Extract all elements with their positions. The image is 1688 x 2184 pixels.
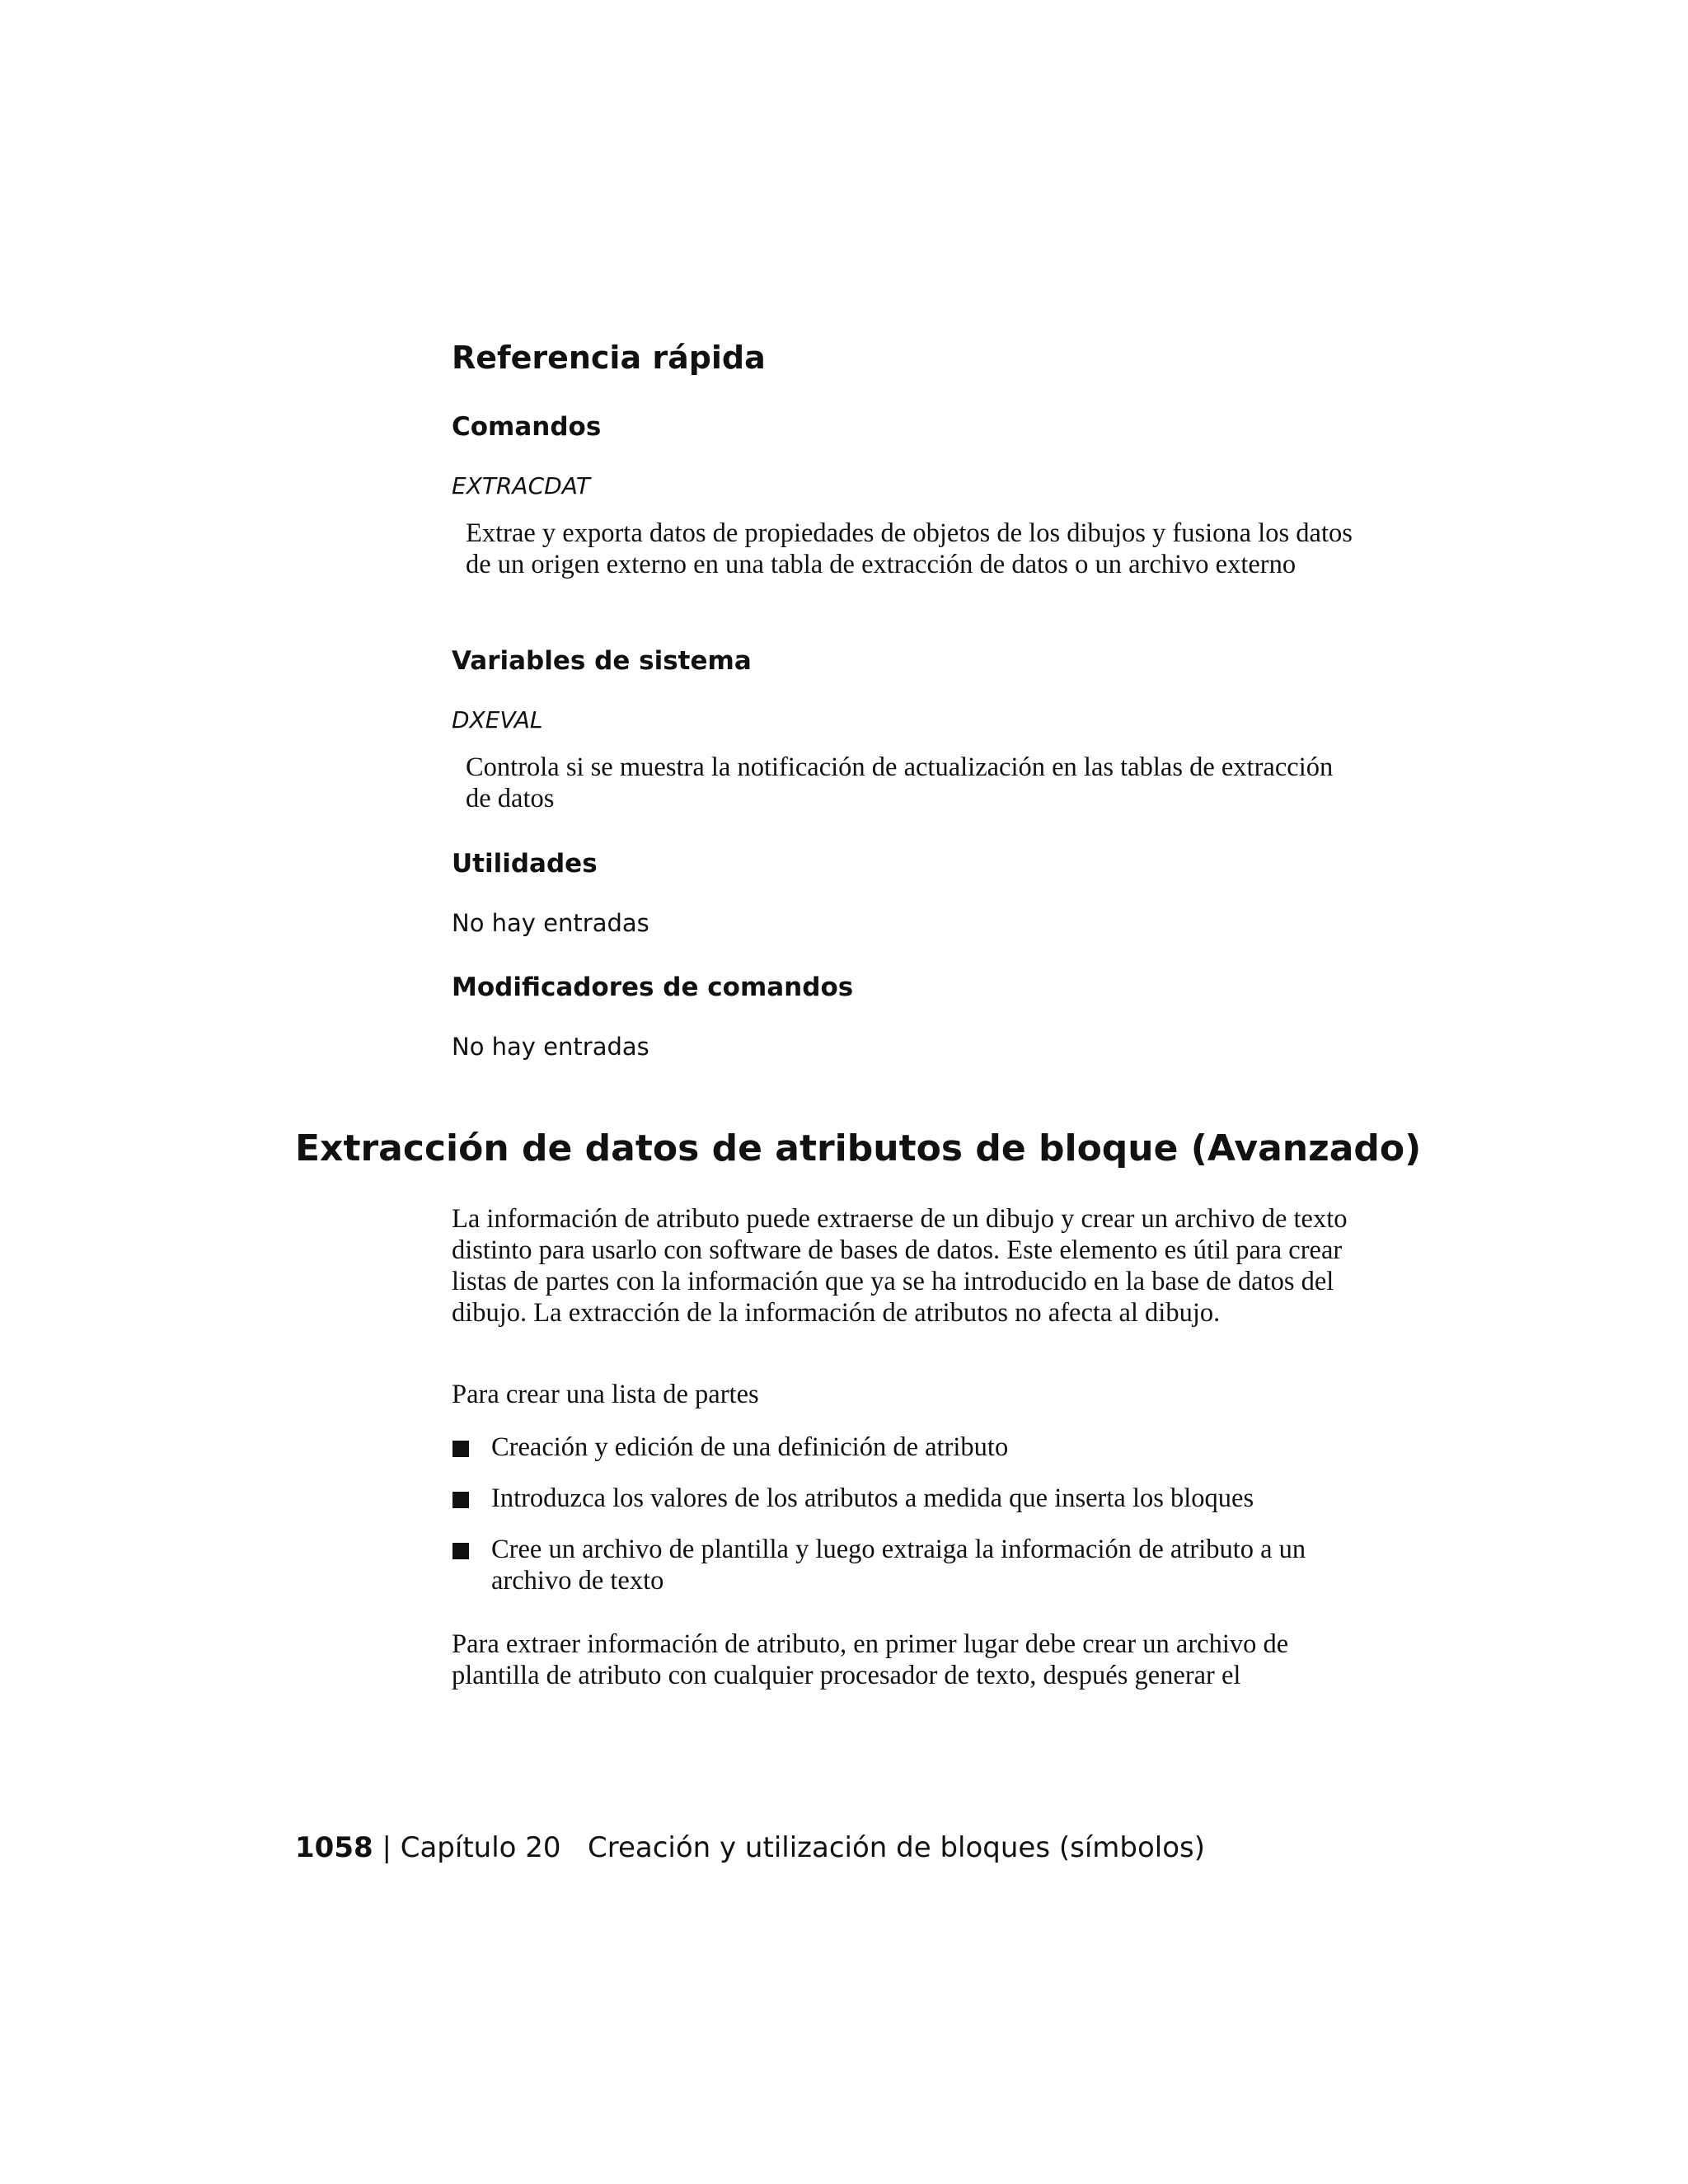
square-bullet-icon xyxy=(452,1543,469,1559)
system-variable-description: Controla si se muestra la notificación de actualización en las tablas de extracción de datos xyxy=(466,752,1334,813)
commands-heading: Comandos xyxy=(452,412,602,442)
parts-list-steps xyxy=(452,1432,1358,1616)
command-name: EXTRACDAT xyxy=(452,472,590,499)
square-bullet-icon xyxy=(452,1492,469,1508)
quick-reference-title: Referencia rápida xyxy=(452,340,766,376)
chapter-label: Capítulo 20 xyxy=(400,1831,561,1864)
chapter-title: Creación y utilización de bloques (símbolos) xyxy=(587,1831,1205,1864)
list-item-text: Cree un archivo de plantilla y luego extraiga la información de atributo a un archivo de texto xyxy=(491,1535,1306,1596)
page-footer xyxy=(295,1831,1205,1864)
system-variable-name: DXEVAL xyxy=(452,706,543,733)
list-item xyxy=(452,1534,1358,1596)
list-item xyxy=(452,1483,1358,1514)
utilities-heading: Utilidades xyxy=(452,849,598,879)
page-number: 1058 xyxy=(295,1831,373,1864)
list-item xyxy=(452,1432,1358,1463)
closing-paragraph: Para extraer información de atributo, en primer lugar debe crear un archivo de plantilla de atributo con cualquier procesador de texto, después generar el xyxy=(452,1629,1289,1690)
footer-separator: | xyxy=(382,1831,392,1864)
command-description: Extrae y exporta datos de propiedades de objetos de los dibujos y fusiona los datos de un origen externo en una tabla de extracción de datos o un archivo externo xyxy=(466,518,1353,579)
system-variables-heading: Variables de sistema xyxy=(452,646,752,676)
list-item-text: Introduzca los valores de los atributos a medida que inserta los bloques xyxy=(491,1483,1254,1513)
list-intro: Para crear una lista de partes xyxy=(452,1380,759,1409)
list-item-text: Creación y edición de una definición de atributo xyxy=(491,1432,1009,1462)
section-title: Extracción de datos de atributos de bloque (Avanzado) xyxy=(295,1127,1422,1169)
intro-paragraph: La información de atributo puede extraerse de un dibujo y crear un archivo de texto distinto para usarlo con software de bases de datos. Este elemento es útil para crear listas de partes con la información que ya se ha introducido en la base de datos del dibujo. La extracción de la información de atributos no afecta al dibujo. xyxy=(452,1204,1348,1328)
command-modifiers-text: No hay entradas xyxy=(452,1033,649,1061)
utilities-text: No hay entradas xyxy=(452,909,649,937)
square-bullet-icon xyxy=(452,1441,469,1457)
command-modifiers-heading: Modificadores de comandos xyxy=(452,972,854,1002)
